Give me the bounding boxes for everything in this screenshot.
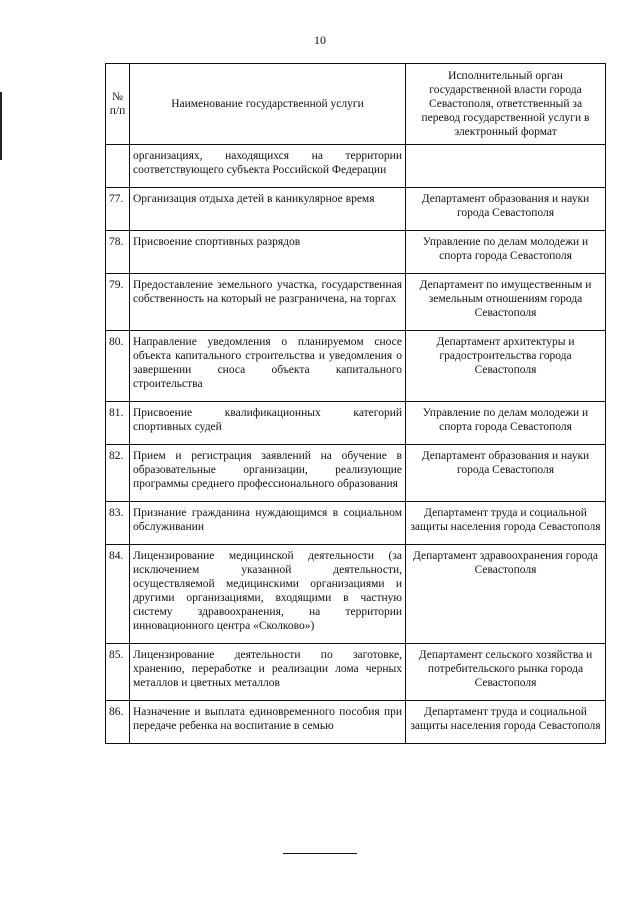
table-row	[106, 331, 606, 402]
table-row	[106, 231, 606, 274]
cell-num: 82.	[106, 445, 130, 502]
cell-responsible-org: Департамент по имущественным и земельным отношениям города Севастополя	[406, 274, 606, 331]
closing-rule	[283, 853, 357, 854]
header-row	[106, 64, 606, 145]
cell-num: 78.	[106, 231, 130, 274]
cell-num: 83.	[106, 502, 130, 545]
table-row	[106, 545, 606, 644]
table-row	[106, 445, 606, 502]
table-row	[106, 644, 606, 701]
cell-service-name: Присвоение спортивных разрядов	[130, 231, 406, 274]
table-row	[106, 188, 606, 231]
continuation-row	[106, 145, 606, 188]
cell-service-name: Направление уведомления о планируемом сносе объекта капитального строительства и уведомления о завершении сноса объекта капитального строительства	[130, 331, 406, 402]
cell-service-name: Лицензирование медицинской деятельности (за исключением указанной деятельности, осуществляемой медицинскими организациями и другими организациями, входящими в частную систему здравоохранения, на территории инновационного центра «Сколково»)	[130, 545, 406, 644]
cell-num: 77.	[106, 188, 130, 231]
cell-service-name: организациях, находящихся на территории соответствующего субъекта Российской Федерации	[130, 145, 406, 188]
cell-service-name: Лицензирование деятельности по заготовке, хранению, переработке и реализации лома черных металлов и цветных металлов	[130, 644, 406, 701]
cell-num: 79.	[106, 274, 130, 331]
cell-num: 86.	[106, 701, 130, 744]
cell-service-name: Прием и регистрация заявлений на обучение в образовательные организации, реализующие программы среднего профессионального образования	[130, 445, 406, 502]
cell-num: 84.	[106, 545, 130, 644]
cell-responsible-org: Департамент образования и науки города Севастополя	[406, 445, 606, 502]
cell-responsible-org: Департамент архитектуры и градостроительства города Севастополя	[406, 331, 606, 402]
header-num: № п/п	[106, 64, 130, 145]
cell-responsible-org: Управление по делам молодежи и спорта города Севастополя	[406, 231, 606, 274]
cell-service-name: Назначение и выплата единовременного пособия при передаче ребенка на воспитание в семью	[130, 701, 406, 744]
cell-service-name: Предоставление земельного участка, государственная собственность на который не разграничена, на торгах	[130, 274, 406, 331]
cell-service-name: Признание гражданина нуждающимся в социальном обслуживании	[130, 502, 406, 545]
cell-num: 81.	[106, 402, 130, 445]
cell-responsible-org: Департамент труда и социальной защиты населения города Севастополя	[406, 701, 606, 744]
cell-service-name: Присвоение квалификационных категорий спортивных судей	[130, 402, 406, 445]
page-number: 10	[314, 33, 326, 47]
cell-responsible-org: Департамент труда и социальной защиты населения города Севастополя	[406, 502, 606, 545]
table-body	[106, 145, 606, 744]
cell-responsible-org	[406, 145, 606, 188]
cell-service-name: Организация отдыха детей в каникулярное время	[130, 188, 406, 231]
services-table	[105, 63, 606, 744]
cell-num	[106, 145, 130, 188]
table-row	[106, 402, 606, 445]
cell-responsible-org: Департамент сельского хозяйства и потребительского рынка города Севастополя	[406, 644, 606, 701]
header-service-name: Наименование государственной услуги	[130, 64, 406, 145]
table-row	[106, 701, 606, 744]
cell-num: 80.	[106, 331, 130, 402]
header-responsible-org: Исполнительный орган государственной власти города Севастополя, ответственный за перевод государственной услуги в электронный формат	[406, 64, 606, 145]
margin-mark	[0, 92, 2, 160]
cell-num: 85.	[106, 644, 130, 701]
table-row	[106, 502, 606, 545]
cell-responsible-org: Департамент образования и науки города Севастополя	[406, 188, 606, 231]
table-row	[106, 274, 606, 331]
cell-responsible-org: Департамент здравоохранения города Севастополя	[406, 545, 606, 644]
table-header	[106, 64, 606, 145]
cell-responsible-org: Управление по делам молодежи и спорта города Севастополя	[406, 402, 606, 445]
